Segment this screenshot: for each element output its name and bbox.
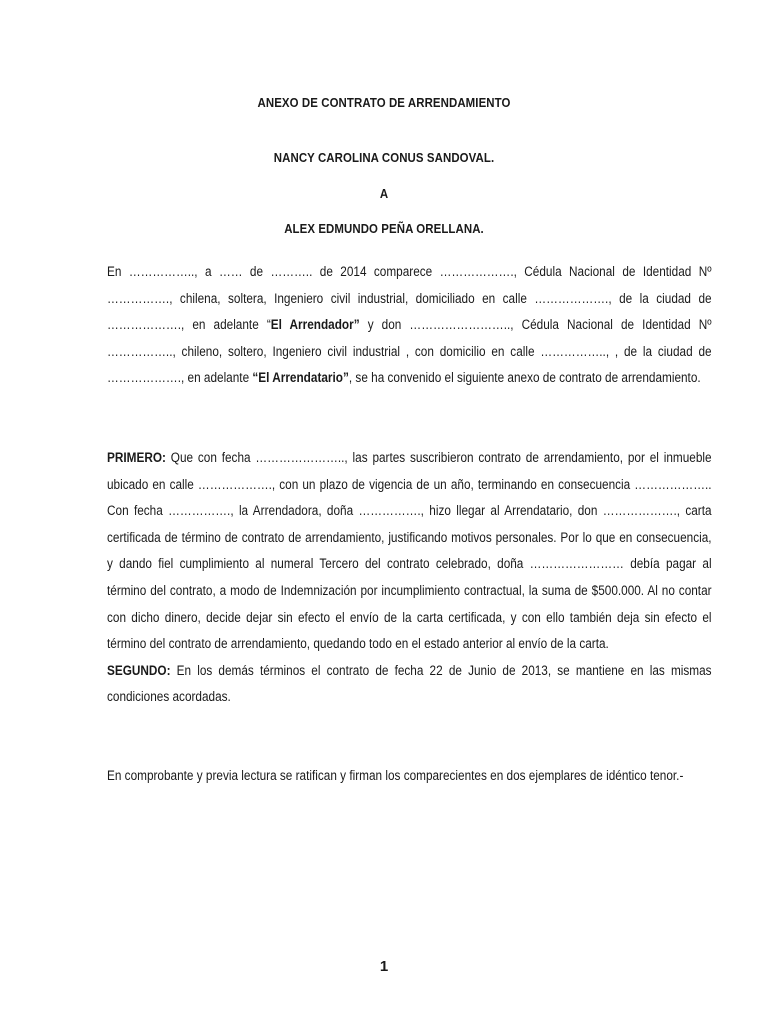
arrendatario-term: “El Arrendatario” [252, 370, 349, 386]
segundo-text: En los demás términos el contrato de fecha 22 de Junio de 2013, se mantiene en las mismas condiciones acordadas. [107, 662, 712, 705]
intro-text-1: En …………….., a …… de ……….. de 2014 comparece ………………., Cédula Nacional de Identidad Nº ……………., chilena, soltera, Ingeniero civil industrial, domiciliado en calle ………………., de la ciudad de ………………., en adelante “ [107, 264, 712, 333]
page-number: 1 [379, 958, 389, 975]
intro-text-3: , se ha convenido el siguiente anexo de contrato de arrendamiento. [348, 370, 701, 386]
party-two-name: ALEX EDMUNDO PEÑA ORELLANA. [284, 221, 484, 236]
party-one-name: NANCY CAROLINA CONUS SANDOVAL. [273, 150, 495, 165]
primero-label: PRIMERO: [107, 450, 166, 465]
intro-text-2: y don …………………….., Cédula Nacional de Identidad Nº …………….., chileno, soltero, Ingeniero civil industrial , con domicilio en calle …………….., , de la ciudad de ………………., en adelante [107, 317, 712, 386]
closing-text: En comprobante y previa lectura se ratifican y firman los comparecientes en dos ejemplares de idéntico tenor.- [107, 768, 684, 783]
clause-primero [107, 445, 712, 711]
primero-text: Que con fecha ………………….., las partes suscribieron contrato de arrendamiento, por el inmueble ubicado en calle ………………., con un plazo de vigencia de un año, terminando en consecuencia ……………….. Con fecha ……………., la Arrendadora, doña ……………., hizo llegar al Arrendatario, don ………………., carta certificada de término de contrato de arrendamiento, justificando motivos personales. Por lo que en consecuencia, y dando fiel cumplimiento al numeral Tercero del contrato celebrado, doña …………………… debía pagar al término del contrato, a modo de Indemnización por incumplimiento contractual, la suma de $500.000. Al no contar con dicho dinero, decide dejar sin efecto el envío de la carta certificada, y con ello también deja sin efecto el término del contrato de arrendamiento, quedando todo en el estado anterior al envío de la carta. [107, 450, 712, 652]
arrendador-term: El Arrendador” [270, 317, 360, 333]
intro-paragraph [107, 259, 712, 392]
segundo-label: SEGUNDO: [107, 662, 171, 678]
connector-letter: A [379, 186, 389, 201]
document-title: ANEXO DE CONTRATO DE ARRENDAMIENTO [257, 95, 511, 110]
closing-paragraph [107, 763, 712, 790]
